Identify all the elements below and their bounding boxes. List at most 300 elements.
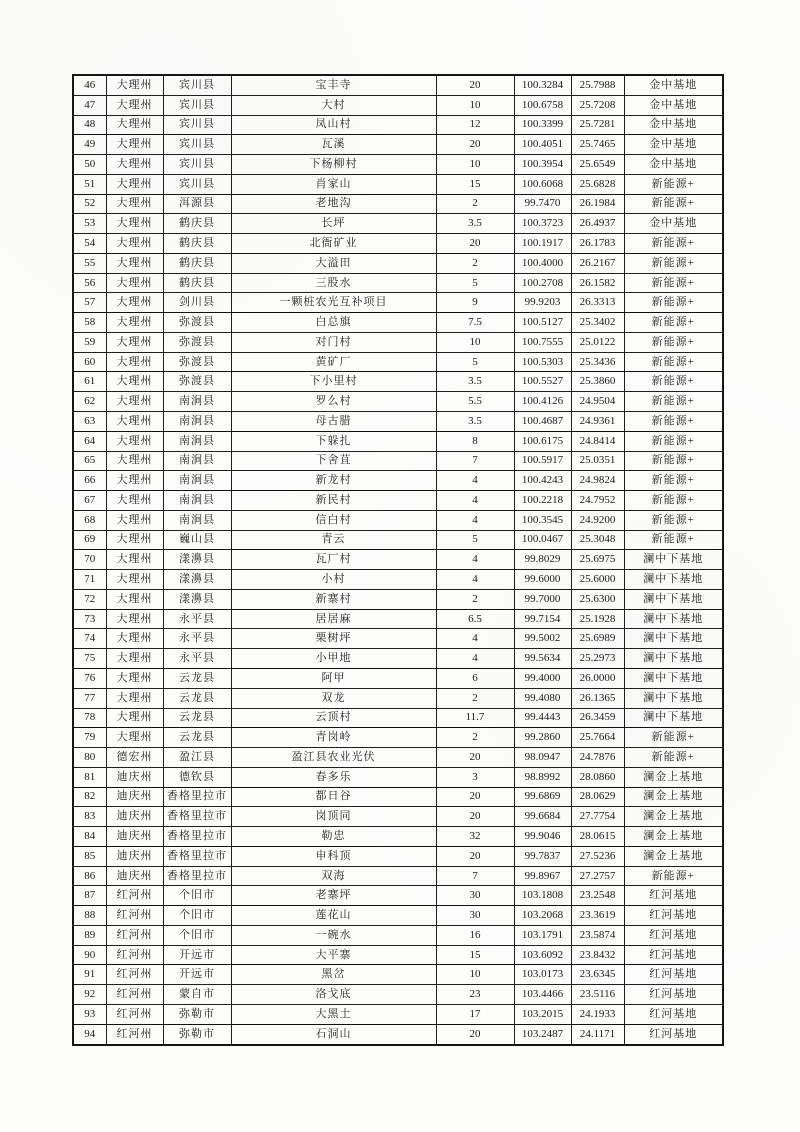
cell-latitude: 24.9200 [571,510,624,530]
cell-prefecture: 大理州 [106,372,163,392]
cell-prefecture: 大理州 [106,668,163,688]
cell-latitude: 24.7952 [571,491,624,511]
cell-county: 南涧县 [163,451,231,471]
table-row [73,214,723,234]
cell-longitude: 100.6758 [514,95,571,115]
cell-county: 宾川县 [163,135,231,155]
cell-seq: 91 [73,965,106,985]
cell-site: 老寨坪 [231,886,436,906]
cell-seq: 65 [73,451,106,471]
cell-county: 南涧县 [163,510,231,530]
cell-county: 鹤庆县 [163,214,231,234]
cell-longitude: 99.7837 [514,846,571,866]
cell-prefecture: 红河州 [106,1004,163,1024]
cell-longitude: 100.4243 [514,471,571,491]
cell-site: 肖家山 [231,174,436,194]
cell-capacity: 2 [436,194,514,214]
cell-base: 澜金上基地 [624,827,723,847]
cell-longitude: 99.8967 [514,866,571,886]
cell-prefecture: 大理州 [106,293,163,313]
cell-county: 漾濞县 [163,589,231,609]
cell-seq: 74 [73,629,106,649]
cell-county: 个旧市 [163,906,231,926]
cell-prefecture: 迪庆州 [106,846,163,866]
cell-site: 双龙 [231,688,436,708]
cell-capacity: 20 [436,807,514,827]
table-row [73,332,723,352]
table-row [73,194,723,214]
cell-seq: 66 [73,471,106,491]
cell-longitude: 99.4080 [514,688,571,708]
cell-capacity: 20 [436,846,514,866]
cell-base: 红河基地 [624,1024,723,1044]
cell-latitude: 25.3436 [571,352,624,372]
cell-base: 澜中下基地 [624,550,723,570]
cell-seq: 63 [73,412,106,432]
cell-latitude: 25.3860 [571,372,624,392]
cell-site: 申科顶 [231,846,436,866]
cell-base: 澜中下基地 [624,609,723,629]
cell-longitude: 99.7470 [514,194,571,214]
cell-longitude: 103.2487 [514,1024,571,1044]
cell-latitude: 24.9824 [571,471,624,491]
cell-longitude: 99.2860 [514,728,571,748]
cell-county: 剑川县 [163,293,231,313]
cell-capacity: 4 [436,510,514,530]
cell-prefecture: 大理州 [106,174,163,194]
cell-prefecture: 大理州 [106,135,163,155]
cell-site: 大平寨 [231,945,436,965]
table-row [73,767,723,787]
cell-seq: 94 [73,1024,106,1044]
cell-longitude: 100.3545 [514,510,571,530]
cell-base: 新能源+ [624,313,723,333]
cell-seq: 93 [73,1004,106,1024]
cell-latitude: 26.0000 [571,668,624,688]
table-row [73,708,723,728]
cell-longitude: 100.5303 [514,352,571,372]
cell-latitude: 26.3459 [571,708,624,728]
cell-base: 澜金上基地 [624,807,723,827]
cell-county: 鹤庆县 [163,253,231,273]
cell-longitude: 99.9046 [514,827,571,847]
cell-site: 新龙村 [231,471,436,491]
cell-capacity: 3 [436,767,514,787]
cell-county: 云龙县 [163,668,231,688]
table-row [73,846,723,866]
cell-longitude: 99.6000 [514,570,571,590]
cell-longitude: 99.6869 [514,787,571,807]
cell-capacity: 2 [436,688,514,708]
cell-latitude: 27.2757 [571,866,624,886]
cell-longitude: 98.0947 [514,748,571,768]
table-row [73,688,723,708]
table-row [73,273,723,293]
cell-base: 新能源+ [624,372,723,392]
cell-prefecture: 大理州 [106,510,163,530]
cell-longitude: 100.6068 [514,174,571,194]
table-row [73,748,723,768]
cell-longitude: 100.4687 [514,412,571,432]
table-row [73,392,723,412]
cell-latitude: 23.5116 [571,985,624,1005]
cell-base: 红河基地 [624,965,723,985]
table-row [73,174,723,194]
cell-longitude: 99.7000 [514,589,571,609]
cell-latitude: 25.6549 [571,155,624,175]
table-row [73,510,723,530]
cell-seq: 90 [73,945,106,965]
table-row [73,668,723,688]
cell-seq: 47 [73,95,106,115]
cell-site: 勒忠 [231,827,436,847]
cell-capacity: 15 [436,174,514,194]
cell-capacity: 6 [436,668,514,688]
cell-county: 弥勒市 [163,1024,231,1044]
cell-base: 新能源+ [624,412,723,432]
cell-county: 宾川县 [163,115,231,135]
cell-base: 红河基地 [624,1004,723,1024]
cell-latitude: 27.7754 [571,807,624,827]
cell-base: 金中基地 [624,115,723,135]
cell-base: 澜中下基地 [624,589,723,609]
cell-seq: 85 [73,846,106,866]
cell-prefecture: 大理州 [106,273,163,293]
cell-prefecture: 大理州 [106,194,163,214]
cell-latitude: 25.6828 [571,174,624,194]
table-row [73,253,723,273]
cell-seq: 62 [73,392,106,412]
cell-prefecture: 迪庆州 [106,807,163,827]
cell-seq: 77 [73,688,106,708]
cell-prefecture: 大理州 [106,451,163,471]
cell-seq: 54 [73,234,106,254]
cell-capacity: 4 [436,629,514,649]
cell-base: 新能源+ [624,866,723,886]
cell-county: 鹤庆县 [163,273,231,293]
cell-county: 漾濞县 [163,550,231,570]
cell-longitude: 100.4126 [514,392,571,412]
cell-prefecture: 红河州 [106,985,163,1005]
cell-base: 红河基地 [624,945,723,965]
cell-capacity: 5 [436,273,514,293]
cell-capacity: 20 [436,135,514,155]
table-row [73,925,723,945]
cell-capacity: 11.7 [436,708,514,728]
cell-seq: 46 [73,75,106,95]
cell-latitude: 23.3619 [571,906,624,926]
cell-latitude: 25.2973 [571,649,624,669]
cell-prefecture: 迪庆州 [106,866,163,886]
cell-latitude: 24.8414 [571,431,624,451]
table-body [73,75,723,1045]
cell-site: 大村 [231,95,436,115]
cell-longitude: 99.5634 [514,649,571,669]
cell-site: 新民村 [231,491,436,511]
cell-prefecture: 迪庆州 [106,827,163,847]
cell-seq: 89 [73,925,106,945]
table-row [73,293,723,313]
cell-capacity: 10 [436,965,514,985]
cell-seq: 78 [73,708,106,728]
cell-prefecture: 大理州 [106,392,163,412]
cell-latitude: 26.3313 [571,293,624,313]
cell-seq: 55 [73,253,106,273]
cell-site: 栗树坪 [231,629,436,649]
cell-prefecture: 大理州 [106,688,163,708]
cell-base: 新能源+ [624,174,723,194]
cell-prefecture: 红河州 [106,906,163,926]
cell-site: 信白村 [231,510,436,530]
cell-county: 香格里拉市 [163,846,231,866]
cell-seq: 87 [73,886,106,906]
cell-capacity: 23 [436,985,514,1005]
cell-county: 香格里拉市 [163,807,231,827]
cell-prefecture: 大理州 [106,530,163,550]
cell-site: 一碗水 [231,925,436,945]
table-row [73,945,723,965]
cell-base: 新能源+ [624,530,723,550]
cell-base: 金中基地 [624,75,723,95]
table-row [73,609,723,629]
cell-capacity: 4 [436,550,514,570]
table-row [73,234,723,254]
table-row [73,412,723,432]
cell-county: 永平县 [163,649,231,669]
cell-capacity: 3.5 [436,372,514,392]
cell-county: 盈江县 [163,748,231,768]
cell-capacity: 20 [436,787,514,807]
cell-longitude: 99.4000 [514,668,571,688]
cell-base: 新能源+ [624,392,723,412]
cell-base: 澜金上基地 [624,846,723,866]
table-row [73,1024,723,1044]
table-row [73,985,723,1005]
cell-seq: 76 [73,668,106,688]
cell-longitude: 99.5002 [514,629,571,649]
cell-site: 洛戈底 [231,985,436,1005]
cell-prefecture: 大理州 [106,352,163,372]
cell-longitude: 99.9203 [514,293,571,313]
cell-county: 永平县 [163,629,231,649]
cell-prefecture: 红河州 [106,1024,163,1044]
cell-county: 个旧市 [163,886,231,906]
cell-seq: 71 [73,570,106,590]
cell-county: 开远市 [163,965,231,985]
table-row [73,75,723,95]
cell-site: 瓦溪 [231,135,436,155]
table-row [73,491,723,511]
cell-seq: 73 [73,609,106,629]
cell-seq: 84 [73,827,106,847]
cell-county: 开远市 [163,945,231,965]
cell-latitude: 25.0122 [571,332,624,352]
cell-base: 新能源+ [624,273,723,293]
cell-latitude: 24.7876 [571,748,624,768]
cell-seq: 72 [73,589,106,609]
table-row [73,372,723,392]
cell-base: 澜中下基地 [624,708,723,728]
cell-prefecture: 大理州 [106,214,163,234]
cell-seq: 64 [73,431,106,451]
cell-capacity: 7 [436,866,514,886]
cell-latitude: 26.2167 [571,253,624,273]
cell-capacity: 7.5 [436,313,514,333]
cell-site: 岗顶同 [231,807,436,827]
cell-longitude: 100.5527 [514,372,571,392]
cell-site: 青云 [231,530,436,550]
cell-latitude: 25.3048 [571,530,624,550]
cell-seq: 92 [73,985,106,1005]
cell-county: 弥渡县 [163,313,231,333]
cell-base: 红河基地 [624,886,723,906]
cell-county: 鹤庆县 [163,234,231,254]
cell-seq: 53 [73,214,106,234]
cell-capacity: 9 [436,293,514,313]
cell-capacity: 17 [436,1004,514,1024]
cell-seq: 68 [73,510,106,530]
cell-prefecture: 大理州 [106,95,163,115]
cell-site: 石洞山 [231,1024,436,1044]
cell-latitude: 23.5874 [571,925,624,945]
cell-capacity: 20 [436,75,514,95]
cell-seq: 48 [73,115,106,135]
cell-prefecture: 大理州 [106,609,163,629]
cell-longitude: 100.6175 [514,431,571,451]
cell-longitude: 98.8992 [514,767,571,787]
cell-county: 南涧县 [163,412,231,432]
cell-site: 对门村 [231,332,436,352]
cell-latitude: 25.7988 [571,75,624,95]
cell-county: 云龙县 [163,728,231,748]
cell-site: 长坪 [231,214,436,234]
table-row [73,589,723,609]
cell-site: 云顶村 [231,708,436,728]
cell-base: 红河基地 [624,925,723,945]
table-row [73,866,723,886]
cell-base: 澜中下基地 [624,629,723,649]
table-row [73,550,723,570]
cell-longitude: 103.2068 [514,906,571,926]
cell-county: 宾川县 [163,95,231,115]
cell-prefecture: 大理州 [106,332,163,352]
cell-base: 新能源+ [624,728,723,748]
cell-county: 香格里拉市 [163,827,231,847]
cell-base: 澜中下基地 [624,649,723,669]
cell-prefecture: 大理州 [106,570,163,590]
cell-county: 洱源县 [163,194,231,214]
cell-latitude: 26.1984 [571,194,624,214]
cell-latitude: 26.1783 [571,234,624,254]
cell-longitude: 103.0173 [514,965,571,985]
cell-base: 红河基地 [624,985,723,1005]
cell-prefecture: 德宏州 [106,748,163,768]
cell-prefecture: 大理州 [106,471,163,491]
cell-latitude: 25.7281 [571,115,624,135]
cell-site: 下舍苴 [231,451,436,471]
cell-prefecture: 迪庆州 [106,767,163,787]
cell-county: 香格里拉市 [163,866,231,886]
cell-site: 春多乐 [231,767,436,787]
cell-site: 下小里村 [231,372,436,392]
cell-longitude: 100.4000 [514,253,571,273]
table-row [73,313,723,333]
cell-seq: 75 [73,649,106,669]
cell-base: 澜金上基地 [624,787,723,807]
cell-capacity: 30 [436,886,514,906]
cell-county: 云龙县 [163,708,231,728]
cell-capacity: 10 [436,332,514,352]
cell-county: 漾濞县 [163,570,231,590]
cell-county: 宾川县 [163,75,231,95]
cell-latitude: 26.1582 [571,273,624,293]
cell-seq: 61 [73,372,106,392]
cell-site: 盈江县农业光伏 [231,748,436,768]
cell-county: 弥渡县 [163,332,231,352]
cell-longitude: 100.0467 [514,530,571,550]
cell-capacity: 2 [436,589,514,609]
cell-longitude: 100.3284 [514,75,571,95]
cell-prefecture: 大理州 [106,75,163,95]
cell-capacity: 15 [436,945,514,965]
cell-base: 新能源+ [624,332,723,352]
table-row [73,965,723,985]
cell-site: 小甲地 [231,649,436,669]
cell-latitude: 25.6975 [571,550,624,570]
cell-site: 罗么村 [231,392,436,412]
cell-seq: 67 [73,491,106,511]
table-row [73,352,723,372]
cell-latitude: 25.7465 [571,135,624,155]
cell-county: 弥渡县 [163,372,231,392]
cell-longitude: 100.2708 [514,273,571,293]
cell-prefecture: 大理州 [106,728,163,748]
cell-base: 新能源+ [624,748,723,768]
table-row [73,629,723,649]
cell-county: 宾川县 [163,155,231,175]
cell-county: 南涧县 [163,471,231,491]
cell-base: 新能源+ [624,194,723,214]
cell-base: 新能源+ [624,352,723,372]
cell-county: 南涧县 [163,491,231,511]
cell-latitude: 23.6345 [571,965,624,985]
cell-latitude: 25.0351 [571,451,624,471]
cell-seq: 70 [73,550,106,570]
cell-latitude: 25.3402 [571,313,624,333]
cell-capacity: 3.5 [436,214,514,234]
cell-latitude: 26.1365 [571,688,624,708]
cell-capacity: 10 [436,95,514,115]
cell-seq: 60 [73,352,106,372]
cell-prefecture: 大理州 [106,155,163,175]
cell-site: 居居麻 [231,609,436,629]
cell-capacity: 3.5 [436,412,514,432]
cell-base: 新能源+ [624,253,723,273]
cell-base: 新能源+ [624,451,723,471]
cell-capacity: 20 [436,1024,514,1044]
cell-latitude: 25.6300 [571,589,624,609]
cell-longitude: 103.1791 [514,925,571,945]
cell-latitude: 28.0615 [571,827,624,847]
cell-seq: 88 [73,906,106,926]
cell-seq: 83 [73,807,106,827]
cell-capacity: 12 [436,115,514,135]
cell-longitude: 100.3954 [514,155,571,175]
cell-county: 德钦县 [163,767,231,787]
cell-site: 大溢田 [231,253,436,273]
table-row [73,1004,723,1024]
cell-longitude: 103.2015 [514,1004,571,1024]
